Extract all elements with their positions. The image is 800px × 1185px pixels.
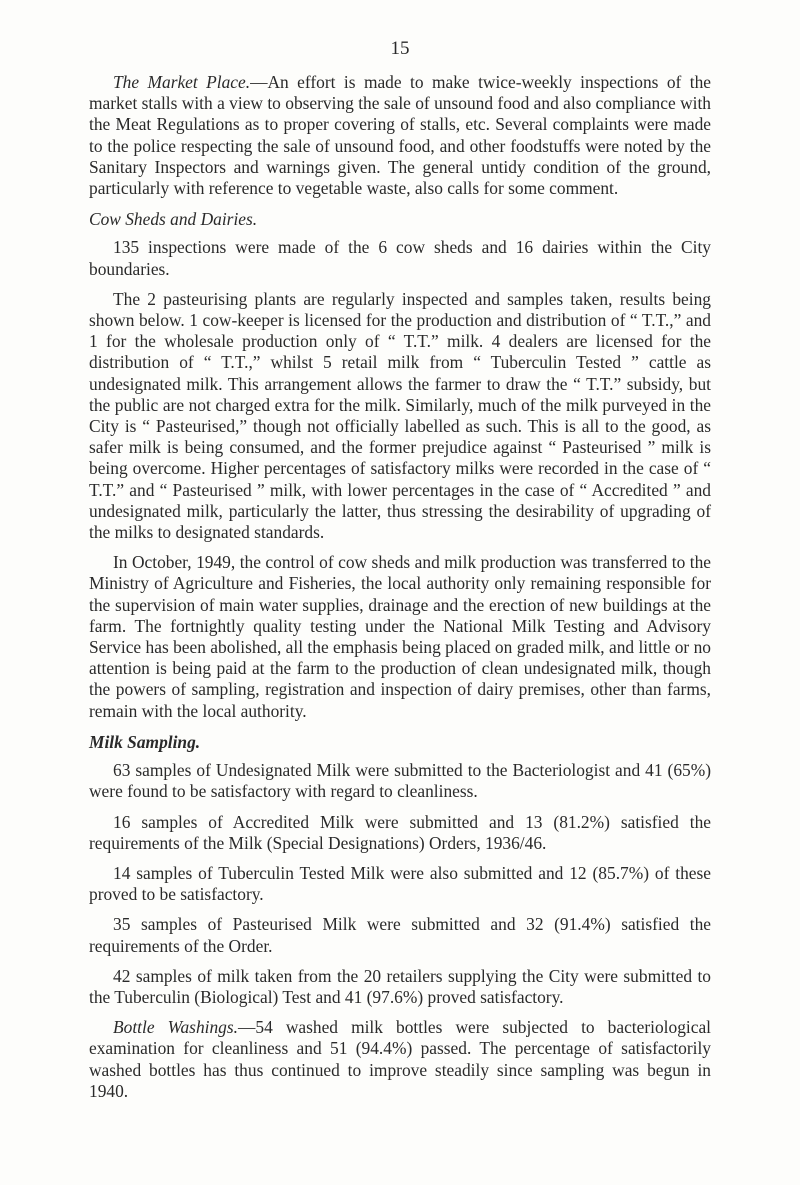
market-heading: The Market Place. <box>113 72 251 92</box>
cowsheds-heading: Cow Sheds and Dairies. <box>89 209 258 230</box>
page-body <box>89 72 711 1111</box>
cowsheds-paragraph-3: In October, 1949, the control of cow sheds and milk production was transferred to the Ministry of Agriculture and Fisheries, the local authority only remaining responsible for the supervision of main water supplies, drainage and the erection of new buildings at the farm. The fortnightly quality testing under the National Milk Testing and Advisory Service has been abolished, all the emphasis being placed on graded milk, and little or no attention is being paid at the farm to the production of clean undesignated milk, though the powers of sampling, registration and inspection of dairy premises, other than farms, remain with the local authority. <box>89 552 711 721</box>
bottle-washings-paragraph <box>89 1017 711 1102</box>
page-number: 15 <box>390 38 410 59</box>
sampling-paragraph-4: 35 samples of Pasteurised Milk were submitted and 32 (91.4%) satisfied the requirements of the Order. <box>89 914 711 956</box>
cowsheds-paragraph-1: 135 inspections were made of the 6 cow sheds and 16 dairies within the City boundaries. <box>89 237 711 279</box>
market-text: —An effort is made to make twice-weekly inspections of the market stalls with a view to observing the sale of unsound food and also compliance with the Meat Regulations as to proper covering of stalls, etc. Several complaints were made to the police respecting the sale of unsound food, and other foodstuffs were noted by the Sanitary Inspectors and warnings given. The general untidy condition of the ground, particularly with reference to vegetable waste, also calls for some comment. <box>89 72 712 199</box>
sampling-paragraph-5: 42 samples of milk taken from the 20 retailers supplying the City were submitted to the Tuberculin (Biological) Test and 41 (97.6%) proved satisfactory. <box>89 965 711 1007</box>
cowsheds-paragraph-2: The 2 pasteurising plants are regularly inspected and samples taken, results being shown below. 1 cow-keeper is licensed for the production and distribution of “ T.T.,” and 1 for the wholesale production only of “ T.T.” milk. 4 dealers are licensed for the distribution of “ T.T.,” whilst 5 retail milk from “ Tuberculin Tested ” cattle as undesignated milk. This arrangement allows the farmer to draw the “ T.T.” subsidy, but the public are not charged extra for the milk. Similarly, much of the milk purveyed in the City is “ Pasteurised,” though not officially labelled as such. This is all to the good, as safer milk is being consumed, and the former prejudice against “ Pasteurised ” milk is being overcome. Higher percentages of satisfactory milks were recorded in the case of “ T.T.” and “ Pasteurised ” milk, with lower percentages in the case of “ Accredited ” and undesignated milk, particularly the latter, thus stressing the desirability of upgrading of the milks to designated standards. <box>89 288 711 543</box>
sampling-paragraph-3: 14 samples of Tuberculin Tested Milk were also submitted and 12 (85.7%) of these proved to be satisfactory. <box>89 862 711 905</box>
bottle-washings-heading: Bottle Washings. <box>113 1017 238 1038</box>
milk-sampling-heading: Milk Sampling. <box>89 731 201 752</box>
sampling-paragraph-2: 16 samples of Accredited Milk were submitted and 13 (81.2%) satisfied the requirements of the Milk (Special Designations) Orders, 1936/46. <box>89 811 711 853</box>
market-paragraph <box>89 72 711 199</box>
bottle-washings-text: —54 washed milk bottles were subjected to bacteriological examination for cleanliness and 51 (94.4%) passed. The percentage of satisfactorily washed bottles has thus continued to improve steadily since sampling was begun in 1940. <box>89 1017 711 1101</box>
sampling-paragraph-1: 63 samples of Undesignated Milk were submitted to the Bacteriologist and 41 (65%) were found to be satisfactory with regard to cleanliness. <box>89 760 711 802</box>
